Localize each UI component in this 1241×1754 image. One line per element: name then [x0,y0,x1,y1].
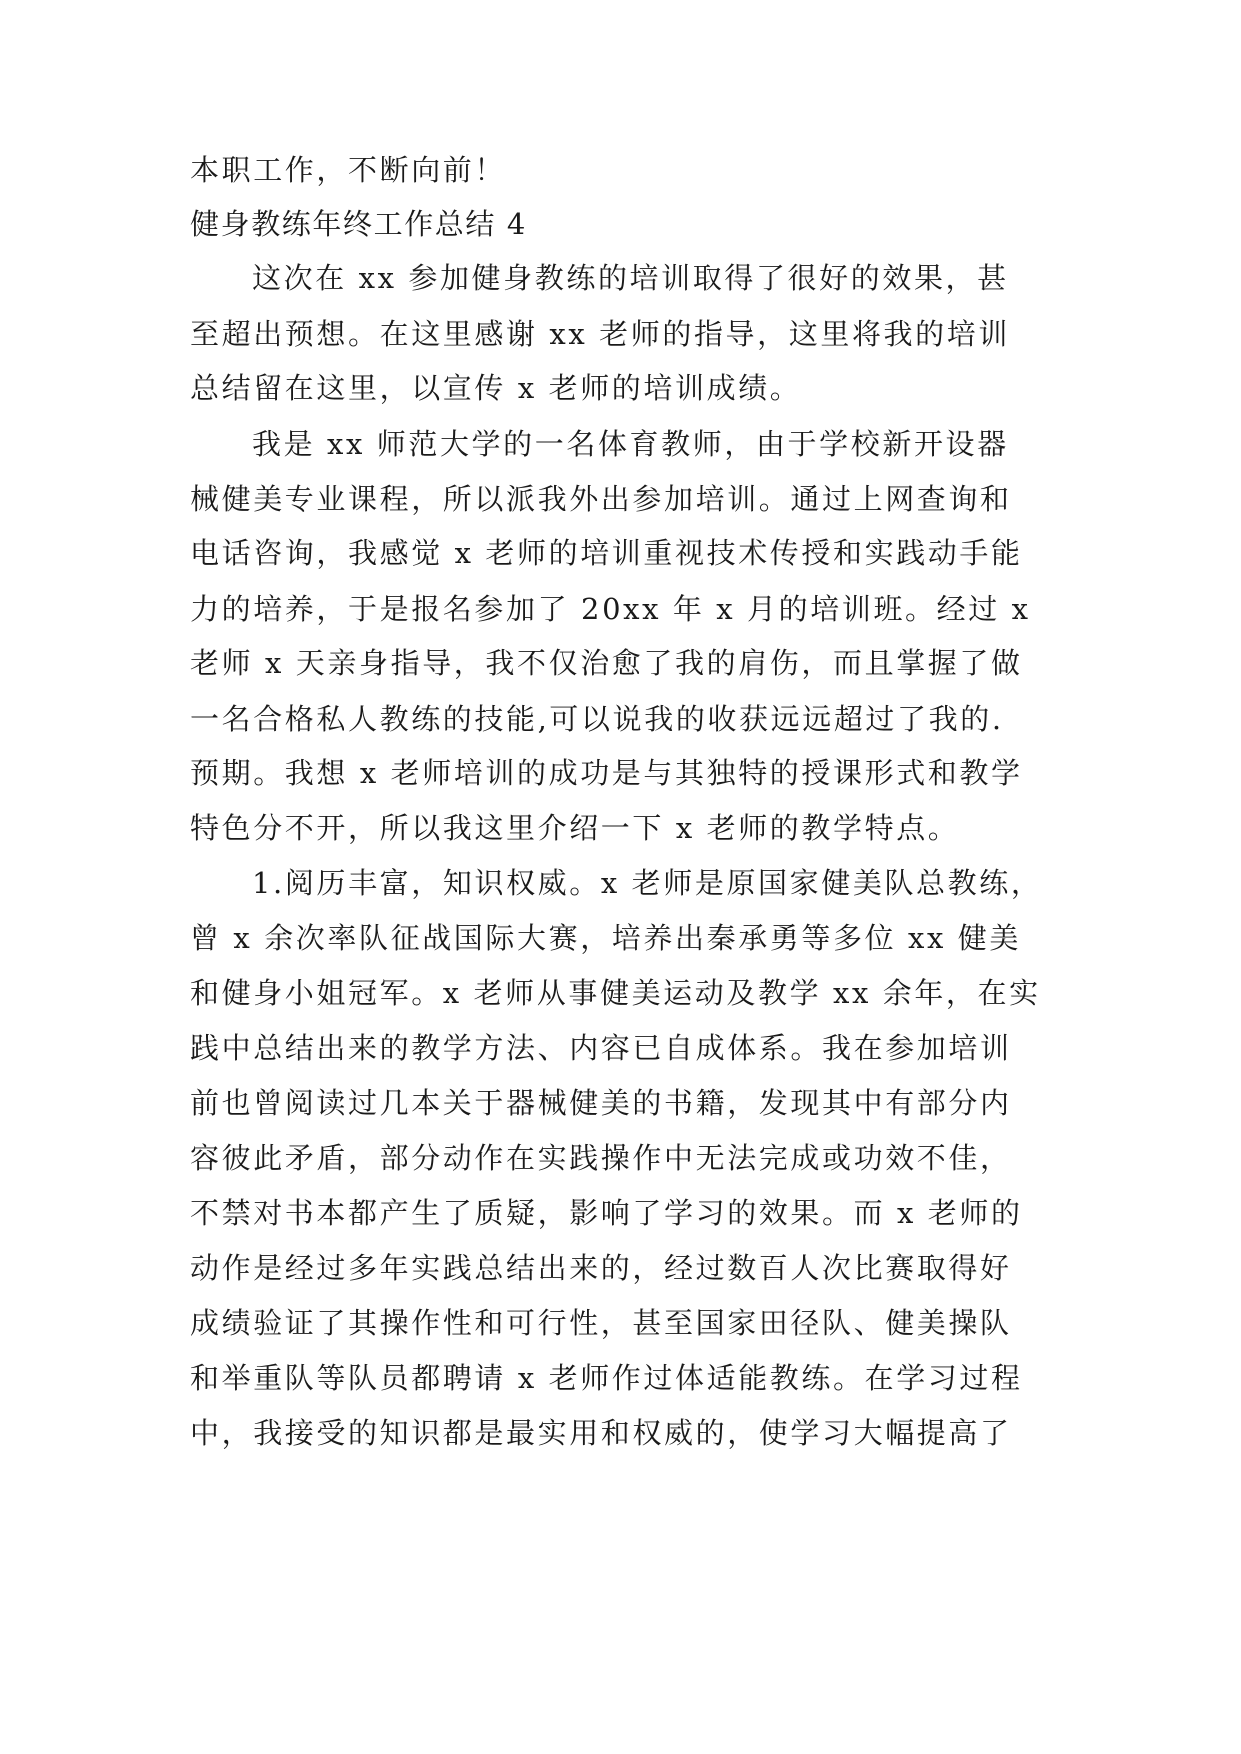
paragraph-line: 不禁对书本都产生了质疑，影响了学习的效果。而 x 老师的 [190,1196,1023,1230]
paragraph-line: 和健身小姐冠军。x 老师从事健美运动及教学 xx 余年，在实 [190,976,1041,1010]
paragraph-line: 力的培养，于是报名参加了 20xx 年 x 月的培训班。经过 x [190,592,1031,626]
paragraph-line: 特色分不开，所以我这里介绍一下 x 老师的教学特点。 [190,811,960,845]
paragraph-line: 动作是经过多年实践总结出来的，经过数百人次比赛取得好 [190,1251,1012,1285]
paragraph-line: 一名合格私人教练的技能,可以说我的收获远远超过了我的. [190,702,1004,736]
paragraph-line: 预期。我想 x 老师培训的成功是与其独特的授课形式和教学 [190,756,1023,790]
paragraph-line: 成绩验证了其操作性和可行性，甚至国家田径队、健美操队 [190,1306,1012,1340]
paragraph-line: 前也曾阅读过几本关于器械健美的书籍，发现其中有部分内 [190,1086,1012,1120]
paragraph-line: 至超出预想。在这里感谢 xx 老师的指导，这里将我的培训 [190,317,1010,351]
paragraph-line: 我是 xx 师范大学的一名体育教师，由于学校新开设器 [252,427,1009,461]
paragraph-line: 中，我接受的知识都是最实用和权威的，使学习大幅提高了 [190,1416,1012,1450]
paragraph-line: 电话咨询，我感觉 x 老师的培训重视技术传授和实践动手能 [190,536,1023,570]
text-line: 本职工作，不断向前！ [190,153,507,187]
paragraph-line: 总结留在这里，以宣传 x 老师的培训成绩。 [190,371,802,405]
paragraph-line: 曾 x 余次率队征战国际大赛，培养出秦承勇等多位 xx 健美 [190,921,1021,955]
paragraph-line: 践中总结出来的教学方法、内容已自成体系。我在参加培训 [190,1031,1012,1065]
paragraph-line: 械健美专业课程，所以派我外出参加培训。通过上网查询和 [190,482,1012,516]
paragraph-line: 容彼此矛盾，部分动作在实践操作中无法完成或功效不佳， [190,1141,1012,1175]
paragraph-line: 老师 x 天亲身指导，我不仅治愈了我的肩伤，而且掌握了做 [190,646,1023,680]
section-heading: 健身教练年终工作总结 4 [190,207,527,241]
paragraph-line: 和举重队等队员都聘请 x 老师作过体适能教练。在学习过程 [190,1361,1023,1395]
paragraph-line: 1.阅历丰富，知识权威。x 老师是原国家健美队总教练， [252,866,1043,900]
paragraph-line: 这次在 xx 参加健身教练的培训取得了很好的效果，甚 [252,261,1009,295]
